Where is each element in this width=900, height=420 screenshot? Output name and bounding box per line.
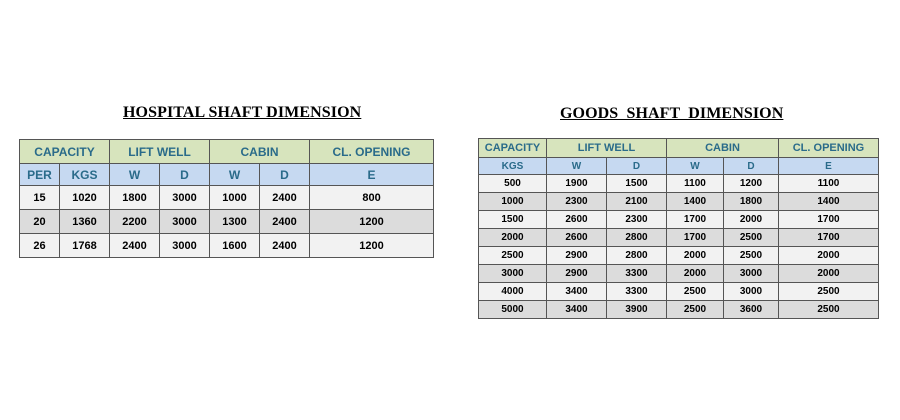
goods-subheader-well-w: W: [547, 158, 607, 175]
table-row: [479, 211, 879, 229]
table-cell: 2500: [724, 229, 779, 247]
hospital-header-capacity: CAPACITY: [20, 140, 110, 164]
table-cell: 2400: [260, 186, 310, 210]
table-cell: 2400: [260, 210, 310, 234]
table-cell: 2500: [667, 283, 724, 301]
table-row: [479, 247, 879, 265]
table-cell: 2900: [547, 265, 607, 283]
table-cell: 3000: [160, 234, 210, 258]
table-row: [479, 265, 879, 283]
goods-subheader-kgs: KGS: [479, 158, 547, 175]
hospital-shaft-table: [19, 139, 434, 258]
hospital-header-row-2: [20, 164, 434, 186]
table-cell: 1000: [210, 186, 260, 210]
table-cell: 3000: [724, 265, 779, 283]
table-cell: 1500: [479, 211, 547, 229]
hospital-subheader-cabin-w: W: [210, 164, 260, 186]
table-cell: 1020: [60, 186, 110, 210]
table-cell: 1200: [724, 175, 779, 193]
table-cell: 2000: [779, 265, 879, 283]
table-cell: 2400: [110, 234, 160, 258]
goods-header-capacity: CAPACITY: [479, 139, 547, 158]
table-cell: 3300: [607, 283, 667, 301]
goods-subheader-cabin-w: W: [667, 158, 724, 175]
table-cell: 15: [20, 186, 60, 210]
table-cell: 3900: [607, 301, 667, 319]
goods-header-row-1: [479, 139, 879, 158]
table-cell: 2000: [667, 247, 724, 265]
table-cell: 3400: [547, 283, 607, 301]
table-cell: 1900: [547, 175, 607, 193]
table-row: [479, 283, 879, 301]
hospital-header-cabin: CABIN: [210, 140, 310, 164]
table-cell: 1100: [779, 175, 879, 193]
goods-subheader-cabin-d: D: [724, 158, 779, 175]
table-cell: 2100: [607, 193, 667, 211]
table-cell: 3000: [479, 265, 547, 283]
table-cell: 3000: [160, 186, 210, 210]
table-cell: 1700: [667, 229, 724, 247]
table-cell: 2500: [724, 247, 779, 265]
goods-header-row-2: [479, 158, 879, 175]
table-cell: 3300: [607, 265, 667, 283]
hospital-table-title: HOSPITAL SHAFT DIMENSION: [123, 104, 362, 121]
table-cell: 2300: [547, 193, 607, 211]
goods-shaft-table: [478, 138, 879, 319]
table-row: [20, 210, 434, 234]
hospital-header-lift-well: LIFT WELL: [110, 140, 210, 164]
table-cell: 2000: [779, 247, 879, 265]
table-cell: 2000: [724, 211, 779, 229]
table-row: [479, 229, 879, 247]
hospital-header-row-1: [20, 140, 434, 164]
table-cell: 2300: [607, 211, 667, 229]
table-cell: 1600: [210, 234, 260, 258]
hospital-subheader-well-w: W: [110, 164, 160, 186]
table-cell: 5000: [479, 301, 547, 319]
table-cell: 1360: [60, 210, 110, 234]
table-cell: 1700: [779, 229, 879, 247]
table-cell: 1700: [667, 211, 724, 229]
table-cell: 2200: [110, 210, 160, 234]
table-cell: 2000: [479, 229, 547, 247]
table-row: [479, 301, 879, 319]
table-cell: 2500: [479, 247, 547, 265]
table-cell: 1400: [779, 193, 879, 211]
hospital-subheader-kgs: KGS: [60, 164, 110, 186]
table-cell: 2500: [667, 301, 724, 319]
table-cell: 1300: [210, 210, 260, 234]
table-cell: 1400: [667, 193, 724, 211]
hospital-subheader-well-d: D: [160, 164, 210, 186]
table-cell: 1800: [110, 186, 160, 210]
table-cell: 4000: [479, 283, 547, 301]
table-cell: 1000: [479, 193, 547, 211]
table-cell: 20: [20, 210, 60, 234]
table-cell: 2500: [779, 283, 879, 301]
table-cell: 2400: [260, 234, 310, 258]
table-cell: 800: [310, 186, 434, 210]
table-cell: 2800: [607, 229, 667, 247]
table-cell: 26: [20, 234, 60, 258]
table-cell: 3400: [547, 301, 607, 319]
table-cell: 1500: [607, 175, 667, 193]
hospital-header-cl-opening: CL. OPENING: [310, 140, 434, 164]
table-cell: 1700: [779, 211, 879, 229]
goods-header-lift-well: LIFT WELL: [547, 139, 667, 158]
table-cell: 2900: [547, 247, 607, 265]
table-cell: 2500: [779, 301, 879, 319]
table-cell: 1768: [60, 234, 110, 258]
table-cell: 1100: [667, 175, 724, 193]
goods-header-cabin: CABIN: [667, 139, 779, 158]
table-cell: 1200: [310, 234, 434, 258]
table-row: [479, 175, 879, 193]
hospital-subheader-cabin-d: D: [260, 164, 310, 186]
table-cell: 1800: [724, 193, 779, 211]
table-cell: 2000: [667, 265, 724, 283]
table-cell: 3000: [724, 283, 779, 301]
table-cell: 2800: [607, 247, 667, 265]
table-cell: 500: [479, 175, 547, 193]
hospital-subheader-per: PER: [20, 164, 60, 186]
hospital-subheader-e: E: [310, 164, 434, 186]
table-row: [20, 186, 434, 210]
table-row: [479, 193, 879, 211]
goods-header-cl-opening: CL. OPENING: [779, 139, 879, 158]
table-row: [20, 234, 434, 258]
table-cell: 2600: [547, 229, 607, 247]
goods-subheader-e: E: [779, 158, 879, 175]
table-cell: 2600: [547, 211, 607, 229]
table-cell: 1200: [310, 210, 434, 234]
goods-table-title: GOODS SHAFT DIMENSION: [560, 105, 784, 122]
goods-subheader-well-d: D: [607, 158, 667, 175]
table-cell: 3000: [160, 210, 210, 234]
table-cell: 3600: [724, 301, 779, 319]
